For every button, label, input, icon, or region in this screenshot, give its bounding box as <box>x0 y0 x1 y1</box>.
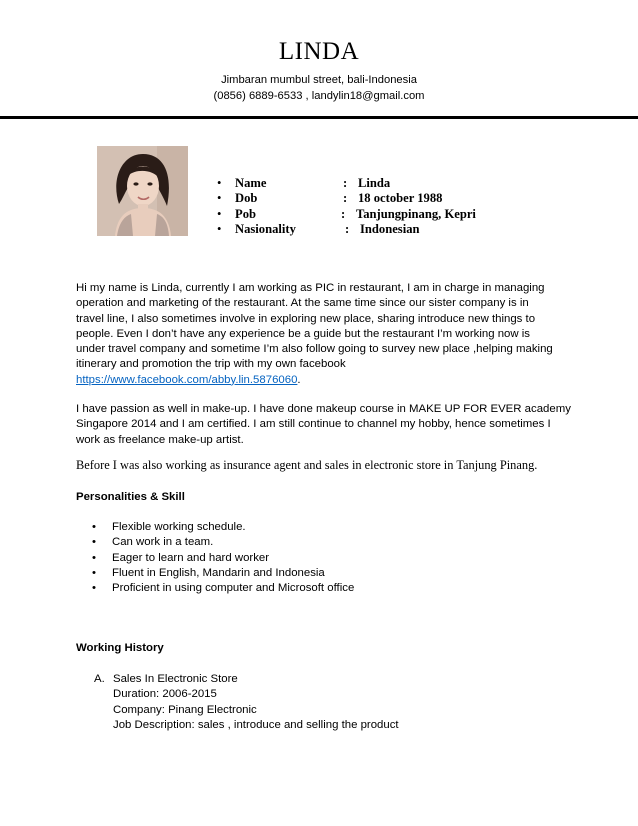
page-title: LINDA <box>278 38 360 65</box>
text-line: travel line, I also sometimes involve in exploring new place, sharing introduce new things to <box>76 312 536 325</box>
info-separator: : <box>343 191 348 206</box>
skill-text: Flexible working schedule. <box>112 521 246 533</box>
job-company: Company: Pinang Electronic <box>113 703 257 716</box>
text-line: Hi my name is Linda, currently I am working as PIC in restaurant, I am in charge in managing <box>76 282 545 294</box>
job-duration: Duration: 2006-2015 <box>113 688 217 701</box>
info-label: Nasionality <box>235 221 296 236</box>
text-line: I have passion as well in make-up. I have done makeup course in MAKE UP FOR EVER academy <box>76 403 571 415</box>
previous-work-paragraph: Before I was also working as insurance agent and sales in electronic store in Tanjung Pinang. <box>76 458 538 472</box>
bullet-icon: • <box>92 521 96 533</box>
skill-text: Eager to learn and hard worker <box>112 551 270 564</box>
skill-text: Fluent in English, Mandarin and Indonesia <box>112 566 325 579</box>
skill-text: Can work in a team. <box>112 536 214 549</box>
link-suffix: . <box>297 373 301 386</box>
info-label: Name <box>235 176 267 190</box>
info-separator: : <box>345 221 350 236</box>
text-line: under travel company and sometime I’m also follow going to survey new place ,helping making <box>76 343 553 356</box>
bullet-icon: • <box>217 191 222 206</box>
info-separator: : <box>341 206 346 221</box>
header-divider <box>0 116 638 119</box>
bullet-icon: • <box>92 566 96 579</box>
info-value: Tanjungpinang, Kepri <box>356 206 476 221</box>
skills-heading: Personalities & Skill <box>76 491 185 503</box>
text-line: work as freelance make-up artist. <box>76 433 244 446</box>
bullet-icon: • <box>217 221 222 236</box>
address-line: Jimbaran mumbul street, bali-Indonesia <box>221 74 417 86</box>
contact-line: (0856) 6889-6533 , landylin18@gmail.com <box>213 90 425 102</box>
entry-marker: A. <box>94 673 105 685</box>
text-line: Singapore 2014 and I am certified. I am still continue to channel my hobby, hence sometimes I <box>76 418 551 431</box>
bullet-icon: • <box>92 551 96 564</box>
bullet-icon: • <box>92 536 96 549</box>
summary-paragraph <box>76 281 570 388</box>
info-label: Pob <box>235 206 256 221</box>
passion-paragraph <box>76 402 570 448</box>
link-line <box>76 373 570 388</box>
info-separator: : <box>343 176 348 190</box>
info-label: Dob <box>235 191 258 206</box>
bullet-icon: • <box>217 206 222 221</box>
info-value: Indonesian <box>360 221 420 236</box>
facebook-link[interactable]: https://www.facebook.com/abby.lin.5876060 <box>76 373 298 386</box>
info-value: Linda <box>358 176 391 190</box>
profile-photo <box>97 146 188 236</box>
bullet-icon: • <box>92 582 96 595</box>
work-history-heading: Working History <box>76 642 164 654</box>
text-line: people. Even I don’t have any experience be a guide but the restaurant I’m working now is <box>76 327 531 340</box>
skill-text: Proficient in using computer and Microsoft office <box>112 582 355 595</box>
job-description: Job Description: sales , introduce and selling the product <box>113 718 399 731</box>
bullet-icon: • <box>217 176 222 190</box>
portrait-image <box>97 146 188 236</box>
text-line: operation and marketing of the restaurant. At the same time since our sister company is in <box>76 297 529 310</box>
job-title: Sales In Electronic Store <box>113 673 238 685</box>
text-line: itinerary and promotion the trip with my own facebook <box>76 358 346 371</box>
info-value: 18 october 1988 <box>358 191 443 206</box>
